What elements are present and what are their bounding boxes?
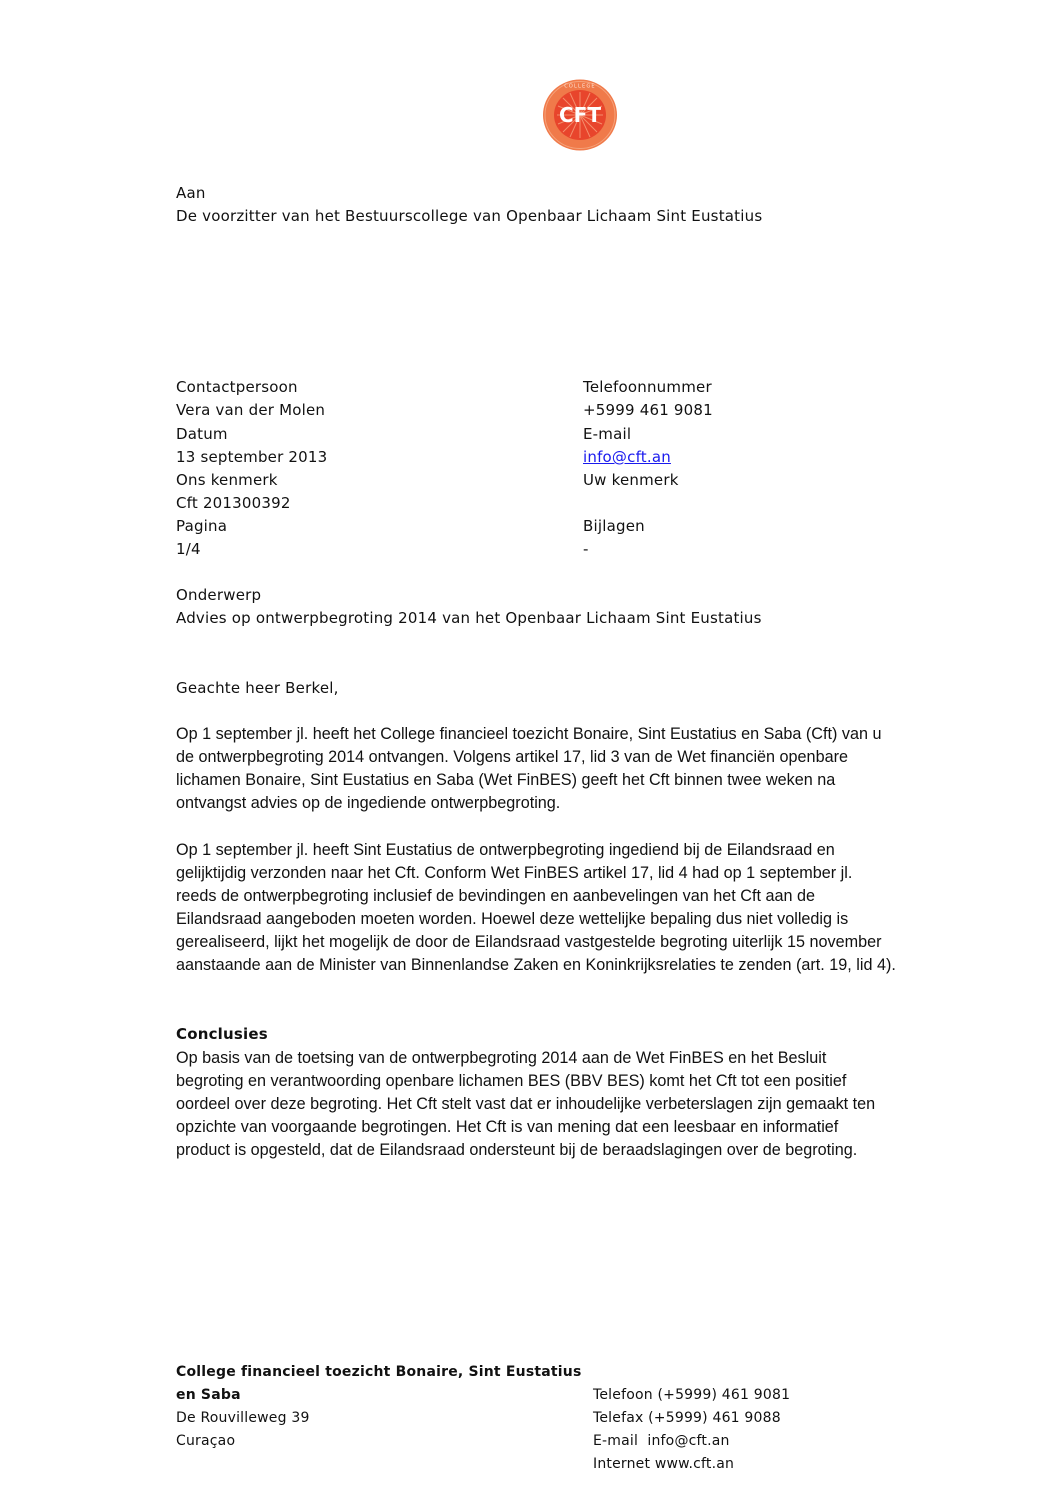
attachments-label: Bijlagen [583,517,645,535]
email-link[interactable]: info@cft.an [583,448,671,466]
page-label: Pagina [176,517,228,535]
footer-email: E-mail info@cft.an [593,1433,730,1449]
phone-value: +5999 461 9081 [583,401,713,419]
page-value: 1/4 [176,540,201,558]
recipient-label: Aan [176,184,206,202]
footer-internet: Internet www.cft.an [593,1456,735,1472]
footer-org-line2: en Saba [176,1387,241,1403]
cft-logo-icon [541,78,619,152]
footer-telefax: Telefax (+5999) 461 9088 [593,1410,781,1426]
footer-city: Curaçao [176,1433,236,1449]
contact-label: Contactpersoon [176,378,298,396]
footer-org-line1: College financieel toezicht Bonaire, Sint Eustatius [176,1364,582,1380]
footer-address: De Rouvilleweg 39 [176,1410,310,1426]
contact-value: Vera van der Molen [176,401,326,419]
date-value: 13 september 2013 [176,448,328,466]
paragraph-2-text: Op 1 september jl. heeft Sint Eustatius de ontwerpbegroting ingediend bij de Eilandsraad en gelijktijdig verzonden naar het Cft. Conform Wet FinBES artikel 17, lid 4 had op 1 september jl. reeds de ontwerpbegroting inclusief de bevindingen en aanbevelingen van het Cft aan de Eilandsraad aangeboden moeten worden. Hoewel deze wettelijke bepaling dus niet volledig is gerealiseerd, lijkt het mogelijk de door de Eilandsraad vastgestelde begroting uiterlijk 15 november aanstaande aan de Minister van Binnenlandse Zaken en Koninkrijksrelaties te zenden (art. 19, lid 4). [176,841,896,974]
conclusions-text: Op basis van de toetsing van de ontwerpbegroting 2014 aan de Wet FinBES en het Besluit begroting en verantwoording openbare lichamen BES (BBV BES) komt het Cft tot een positief oordeel over deze begroting. Het Cft stelt vast dat er inhoudelijke verbeterslagen zijn gemaakt ten opzichte van voorgaande begrotingen. Het Cft is van mening dat een leesbaar en informatief product is opgesteld, dat de Eilandsraad ondersteunt bij de beraadslagingen over de begroting. [176,1049,876,1159]
our-reference-value: Cft 201300392 [176,494,291,512]
subject-label: Onderwerp [176,586,262,604]
subject-value: Advies op ontwerpbegroting 2014 van het Openbaar Lichaam Sint Eustatius [176,609,762,627]
paragraph-1 [176,723,896,815]
email-label: E-mail [583,425,632,443]
cft-logo [541,78,619,152]
conclusions-paragraph [176,1047,896,1162]
your-reference-label: Uw kenmerk [583,471,679,489]
recipient-name: De voorzitter van het Bestuurscollege van Openbaar Lichaam Sint Eustatius [176,207,763,225]
svg-text:CFT: CFT [559,103,601,127]
attachments-value: - [583,540,589,558]
svg-text:COLLEGE: COLLEGE [564,83,596,90]
date-label: Datum [176,425,228,443]
salutation: Geachte heer Berkel, [176,679,339,697]
phone-label: Telefoonnummer [583,378,712,396]
our-reference-label: Ons kenmerk [176,471,278,489]
paragraph-2 [176,839,896,977]
paragraph-1-text: Op 1 september jl. heeft het College financieel toezicht Bonaire, Sint Eustatius en Saba (Cft) van u de ontwerpbegroting 2014 ontvangen. Volgens artikel 17, lid 3 van de Wet financiën openbare lichamen Bonaire, Sint Eustatius en Saba (Wet FinBES) geeft het Cft binnen twee weken na ontvangst advies op de ingediende ontwerpbegroting. [176,725,882,812]
conclusions-heading: Conclusies [176,1025,268,1043]
footer-telefoon: Telefoon (+5999) 461 9081 [593,1387,791,1403]
